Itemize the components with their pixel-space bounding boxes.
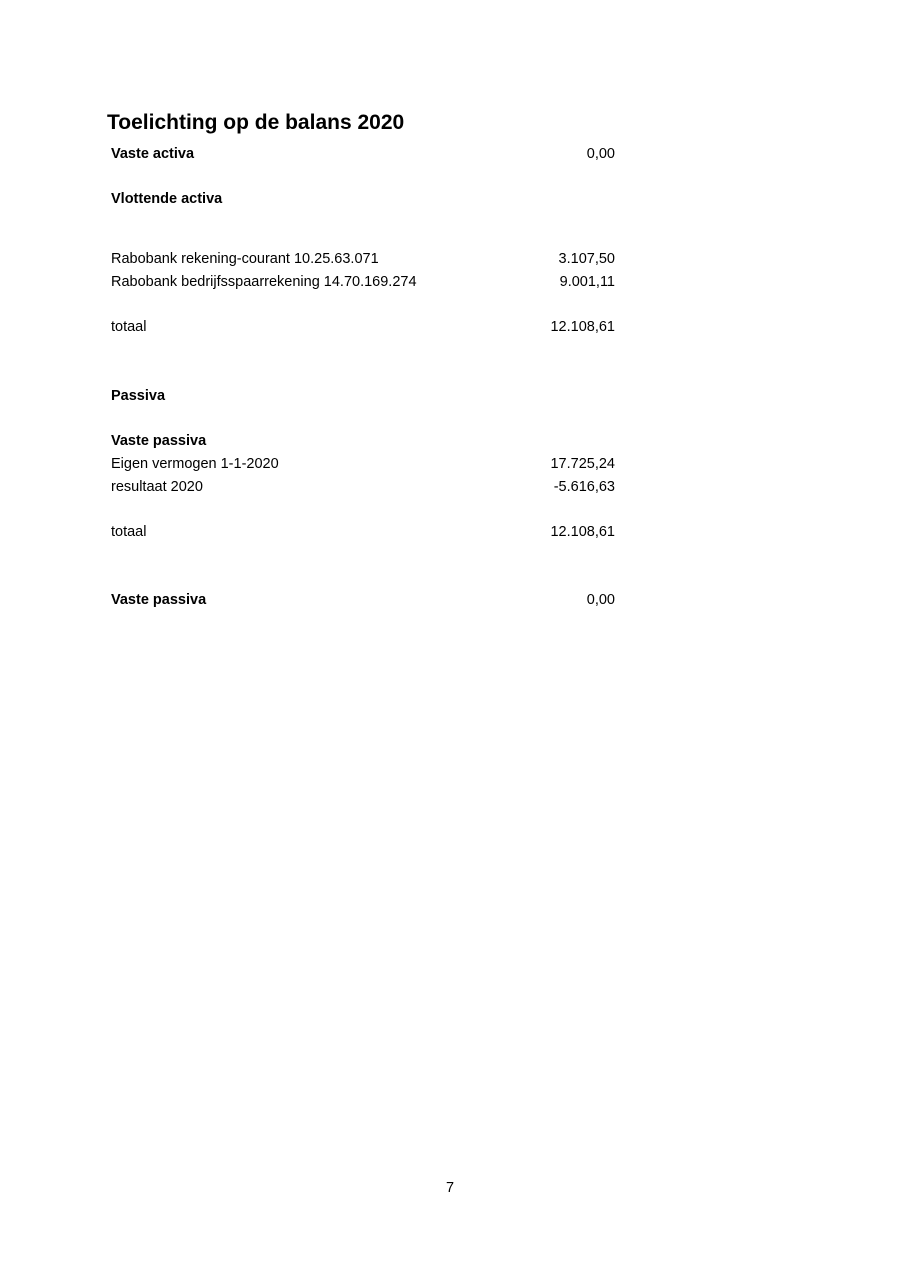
activa-totaal-row	[111, 316, 615, 339]
vlottende-activa-heading-label: Vlottende activa	[111, 191, 223, 207]
vaste-passiva-heading	[111, 430, 615, 453]
rabobank-spaarrekening-row	[111, 271, 615, 294]
eigen-vermogen-label: Eigen vermogen 1-1-2020	[111, 456, 279, 472]
activa-totaal-amount: 12.108,61	[550, 319, 615, 335]
eigen-vermogen-amount: 17.725,24	[550, 456, 615, 472]
eigen-vermogen-row	[111, 453, 615, 476]
rabobank-spaarrekening-label: Rabobank bedrijfsspaarrekening 14.70.169.274	[111, 274, 417, 290]
vlottende-activa-heading	[111, 188, 615, 211]
passiva-totaal-label: totaal	[111, 524, 147, 540]
passiva-totaal-amount: 12.108,61	[550, 524, 615, 540]
rabobank-rekening-courant-amount: 3.107,50	[558, 251, 615, 267]
activa-totaal-label: totaal	[111, 319, 147, 335]
vaste-passiva-footer-row	[111, 589, 615, 612]
vaste-passiva-heading-label: Vaste passiva	[111, 433, 207, 449]
page-number: 7	[445, 1180, 455, 1196]
vaste-passiva-footer-label: Vaste passiva	[111, 592, 207, 608]
passiva-totaal-row	[111, 521, 615, 544]
vaste-activa-label: Vaste activa	[111, 146, 195, 162]
rabobank-rekening-courant-row	[111, 248, 615, 271]
page-title: Toelichting op de balans 2020	[107, 111, 405, 134]
vaste-activa-row	[111, 143, 615, 166]
rabobank-spaarrekening-amount: 9.001,11	[559, 274, 615, 290]
resultaat-label: resultaat 2020	[111, 479, 203, 495]
rabobank-rekening-courant-label: Rabobank rekening-courant 10.25.63.071	[111, 251, 379, 267]
resultaat-row	[111, 476, 615, 499]
passiva-heading	[111, 385, 615, 408]
vaste-passiva-footer-amount: 0,00	[586, 592, 615, 608]
resultaat-amount: -5.616,63	[553, 479, 615, 495]
passiva-heading-label: Passiva	[111, 388, 166, 404]
vaste-activa-amount: 0,00	[586, 146, 615, 162]
